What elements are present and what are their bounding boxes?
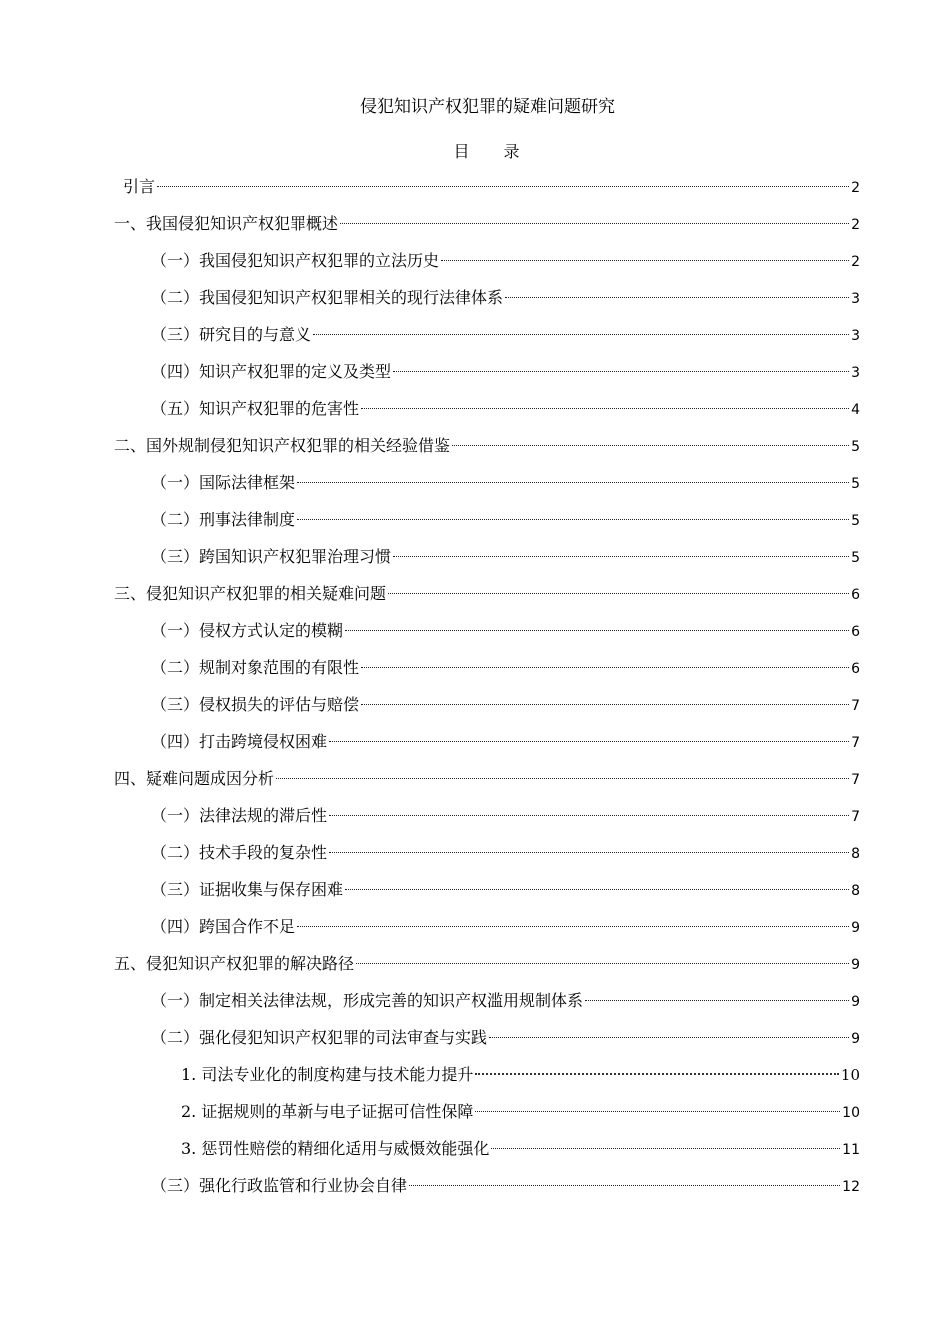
toc-entry-section[interactable] xyxy=(151,396,860,422)
toc-entry-page: 9 xyxy=(851,1031,860,1047)
toc-entry-section[interactable] xyxy=(151,988,860,1014)
toc-leader xyxy=(452,445,849,446)
toc-entry-label: （四）打击跨境侵权困难 xyxy=(151,732,328,751)
toc-leader xyxy=(361,704,849,705)
toc-entry-section[interactable] xyxy=(151,507,860,533)
toc-entry-label: （一）法律法规的滞后性 xyxy=(151,806,328,825)
toc-leader xyxy=(276,778,849,779)
toc-entry-page: 10 xyxy=(842,1105,860,1121)
toc-entry-section[interactable] xyxy=(151,692,860,718)
toc-entry-page: 7 xyxy=(851,735,860,751)
toc-leader xyxy=(585,1000,849,1001)
toc-leader xyxy=(441,260,849,261)
toc-entry-chapter[interactable] xyxy=(114,951,860,977)
toc-entry-label: （五）知识产权犯罪的危害性 xyxy=(151,399,360,418)
toc-leader xyxy=(409,1185,840,1186)
toc-leader xyxy=(491,1148,840,1149)
toc-entry-label: （二）技术手段的复杂性 xyxy=(151,843,328,862)
toc-entry-page: 2 xyxy=(851,254,860,270)
toc-entry-page: 3 xyxy=(851,328,860,344)
toc-entry-label: （二）刑事法律制度 xyxy=(151,510,296,529)
toc-entry-section[interactable] xyxy=(151,655,860,681)
toc-heading xyxy=(0,139,950,162)
toc-entry-page: 8 xyxy=(851,883,860,899)
toc-entry-page: 2 xyxy=(851,217,860,233)
toc-entry-label: 1. 司法专业化的制度构建与技术能力提升 xyxy=(181,1065,474,1084)
toc-entry-page: 6 xyxy=(851,624,860,640)
toc-entry-label: （一）制定相关法律法规，形成完善的知识产权滥用规制体系 xyxy=(151,991,584,1010)
toc-entry-section[interactable] xyxy=(151,1173,860,1199)
toc-leader xyxy=(297,482,849,483)
toc-entry-label: （一）我国侵犯知识产权犯罪的立法历史 xyxy=(151,251,440,270)
toc-entry-page: 7 xyxy=(851,772,860,788)
toc-leader xyxy=(345,630,849,631)
toc-entry-page: 3 xyxy=(851,365,860,381)
toc-entry-page: 6 xyxy=(851,661,860,677)
toc-leader xyxy=(329,815,849,816)
toc-leader xyxy=(329,741,849,742)
toc-entry-label: 三、侵犯知识产权犯罪的相关疑难问题 xyxy=(114,584,387,603)
toc-leader xyxy=(157,186,849,187)
toc-entry-label: （二）我国侵犯知识产权犯罪相关的现行法律体系 xyxy=(151,288,504,307)
toc-entry-page: 6 xyxy=(851,587,860,603)
toc-entry-section[interactable] xyxy=(151,877,860,903)
toc-entry-section[interactable] xyxy=(151,803,860,829)
toc-leader xyxy=(356,963,849,964)
toc-entry-page: 8 xyxy=(851,846,860,862)
toc-entry-section[interactable] xyxy=(151,470,860,496)
toc-leader xyxy=(489,1037,849,1038)
toc-entry-page: 10 xyxy=(840,1066,860,1084)
toc-entry-label: 四、疑难问题成因分析 xyxy=(114,769,275,788)
toc-entry-page: 12 xyxy=(842,1179,860,1195)
toc-leader xyxy=(297,926,849,927)
toc-entry-subsection[interactable] xyxy=(181,1136,860,1162)
toc-leader xyxy=(393,556,849,557)
toc-entry-section[interactable] xyxy=(151,248,860,274)
toc-entry-label: 二、国外规制侵犯知识产权犯罪的相关经验借鉴 xyxy=(114,436,451,455)
toc-entry-label: （二）规制对象范围的有限性 xyxy=(151,658,360,677)
toc-entry-section[interactable] xyxy=(151,1025,860,1051)
toc-entry-page: 2 xyxy=(851,180,860,196)
toc-leader xyxy=(345,889,849,890)
document-title: 侵犯知识产权犯罪的疑难问题研究 xyxy=(360,97,615,117)
toc-leader xyxy=(475,1073,839,1075)
toc-entry-label: 3. 惩罚性赔偿的精细化适用与威慑效能强化 xyxy=(181,1139,490,1158)
toc-entry-page: 9 xyxy=(851,957,860,973)
toc-leader xyxy=(505,297,849,298)
toc-entry-page: 5 xyxy=(851,550,860,566)
toc-leader xyxy=(475,1111,840,1112)
toc-entry-label: （一）侵权方式认定的模糊 xyxy=(151,621,344,640)
toc-leader xyxy=(340,223,849,224)
toc-entry-page: 5 xyxy=(851,513,860,529)
toc-entry-page: 9 xyxy=(851,994,860,1010)
toc-entry-chapter[interactable] xyxy=(114,581,860,607)
toc-entry-page: 3 xyxy=(851,291,860,307)
toc-leader xyxy=(393,371,849,372)
toc-leader xyxy=(329,852,849,853)
toc-heading-right: 录 xyxy=(503,142,522,161)
toc-entry-subsection[interactable] xyxy=(181,1062,860,1088)
toc-entry-label: 引言 xyxy=(123,177,156,196)
toc-entry-page: 7 xyxy=(851,698,860,714)
toc-entry-page: 11 xyxy=(842,1142,860,1158)
toc-entry-label: （二）强化侵犯知识产权犯罪的司法审查与实践 xyxy=(151,1028,488,1047)
toc-entry-page: 9 xyxy=(851,920,860,936)
toc-entry-label: 2. 证据规则的革新与电子证据可信性保障 xyxy=(181,1102,474,1121)
toc-entry-label: （三）证据收集与保存困难 xyxy=(151,880,344,899)
toc-entry-section[interactable] xyxy=(151,914,860,940)
toc-entry-label: （三）侵权损失的评估与赔偿 xyxy=(151,695,360,714)
toc-entry-section[interactable] xyxy=(151,359,860,385)
toc-entry-label: （一）国际法律框架 xyxy=(151,473,296,492)
toc-entry-section[interactable] xyxy=(151,322,860,348)
toc-entry-label: （四）跨国合作不足 xyxy=(151,917,296,936)
toc-entry-section[interactable] xyxy=(151,729,860,755)
toc-entry-page: 5 xyxy=(851,439,860,455)
toc-entry-chapter[interactable] xyxy=(114,433,860,459)
toc-entry-label: （三）强化行政监管和行业协会自律 xyxy=(151,1176,408,1195)
toc-entry-label: 一、我国侵犯知识产权犯罪概述 xyxy=(114,214,339,233)
toc-entry-section[interactable] xyxy=(151,618,860,644)
toc-leader xyxy=(313,334,849,335)
toc-entry-page: 7 xyxy=(851,809,860,825)
toc-heading-left: 目 xyxy=(453,142,472,161)
toc-entry-page: 4 xyxy=(851,402,860,418)
toc-leader xyxy=(297,519,849,520)
toc-leader xyxy=(361,667,849,668)
toc-entry-section[interactable] xyxy=(151,840,860,866)
toc-entry-label: 五、侵犯知识产权犯罪的解决路径 xyxy=(114,954,355,973)
toc-entry-label: （三）研究目的与意义 xyxy=(151,325,312,344)
toc-entry-label: （四）知识产权犯罪的定义及类型 xyxy=(151,362,392,381)
toc-leader xyxy=(388,593,849,594)
toc-entry-page: 5 xyxy=(851,476,860,492)
toc-entry-section[interactable] xyxy=(151,285,860,311)
toc-entry-subsection[interactable] xyxy=(181,1099,860,1125)
toc-entry-chapter[interactable] xyxy=(114,211,860,237)
toc-entry-intro[interactable] xyxy=(123,174,860,200)
toc-entry-chapter[interactable] xyxy=(114,766,860,792)
toc-entry-section[interactable] xyxy=(151,544,860,570)
toc-leader xyxy=(361,408,849,409)
toc-entry-label: （三）跨国知识产权犯罪治理习惯 xyxy=(151,547,392,566)
